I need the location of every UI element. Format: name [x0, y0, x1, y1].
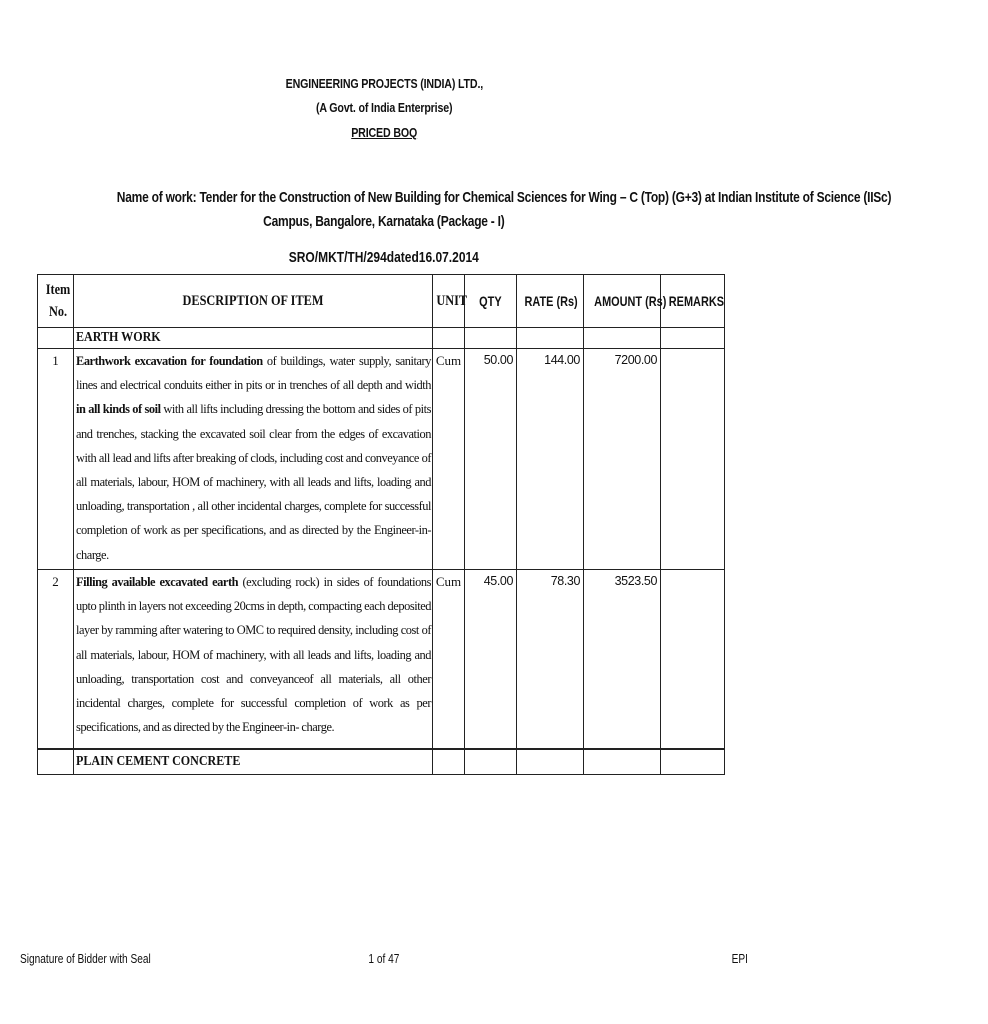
- section-empty-cell: [661, 328, 725, 349]
- item-description-text: with all lifts including dressing the bottom and sides of pits and trenches, stacking the excavated soil clear from the edges of excavation with all lead and lifts after breaking of clods, including cost and conveyance of all materials, labour, HOM of machinery, with all leads and lifts, loading and unloading, transportation , all other incidental charges, complete for successful completion of work as per specifications, and as directed by the Engineer-in- charge.: [76, 402, 431, 562]
- boq-table: [37, 274, 725, 775]
- company-name: ENGINEERING PROJECTS (INDIA) LTD.,: [285, 76, 483, 91]
- item-number: 2: [38, 570, 74, 750]
- section-title-plain-cement-concrete: PLAIN CEMENT CONCRETE: [74, 749, 433, 775]
- section-empty-cell: [517, 328, 584, 349]
- section-empty-cell: [465, 749, 517, 775]
- header-item-no: Item No.: [38, 275, 74, 328]
- item-description-bold: in all kinds of soil: [76, 402, 161, 417]
- header-unit: UNIT: [433, 275, 465, 328]
- item-remarks: [661, 570, 725, 750]
- item-qty: 50.00: [465, 349, 517, 570]
- item-description-bold: Filling available excavated earth: [76, 575, 239, 589]
- section-empty-cell: [433, 328, 465, 349]
- section-empty-cell: [584, 749, 661, 775]
- section-row: [38, 328, 725, 349]
- section-empty-cell: [433, 749, 465, 775]
- document-title: PRICED BOQ: [351, 125, 417, 140]
- section-title-earth-work: EARTH WORK: [74, 328, 433, 349]
- name-of-work-line1: Name of work: Tender for the Construction of New Building for Chemical Sciences for Wing – C (Top) (G+3) at Indian Institute of Science (IISc): [116, 189, 892, 206]
- item-qty: 45.00: [465, 570, 517, 750]
- page-number: 1 of 47: [368, 951, 400, 966]
- section-empty-cell: [517, 749, 584, 775]
- item-description-bold: Earthwork excavation for foundation: [76, 354, 263, 368]
- item-rate: 78.30: [517, 570, 584, 750]
- name-of-work: [20, 186, 892, 234]
- item-unit: Cum: [433, 570, 465, 750]
- item-rate: 144.00: [517, 349, 584, 570]
- table-row: [38, 349, 725, 570]
- table-row: [38, 570, 725, 750]
- header-qty: QTY: [465, 275, 517, 328]
- item-description-text: of buildings, water supply, sanitary lines and electrical conduits either in pits or in trenches of all depth and width: [76, 354, 431, 393]
- header-description: DESCRIPTION OF ITEM: [74, 275, 433, 328]
- item-number: 1: [38, 349, 74, 570]
- header-amount: AMOUNT (Rs): [584, 275, 661, 328]
- header-rate: RATE (Rs): [517, 275, 584, 328]
- section-empty-cell: [661, 749, 725, 775]
- item-remarks: [661, 349, 725, 570]
- table-header-row: [38, 275, 725, 328]
- item-unit: Cum: [433, 349, 465, 570]
- section-item-cell: [38, 328, 74, 349]
- item-description: [74, 570, 433, 750]
- header-remarks: REMARKS: [661, 275, 725, 328]
- item-description: [74, 349, 433, 570]
- item-amount: 3523.50: [584, 570, 661, 750]
- bidder-signature-label: Signature of Bidder with Seal: [20, 951, 151, 966]
- item-description-text: (excluding rock) in sides of foundations upto plinth in layers not exceeding 20cms in depth, compacting each deposited layer by ramming after watering to OMC to required density, including cost of all materials, labour, HOM of machinery, with all leads and lifts, loading and unloading, transportation cost and conveyanceof all materials, all other incidental charges, complete for successful completion of work as per specifications, and as directed by the Engineer-in- charge.: [76, 575, 431, 735]
- section-item-cell: [38, 749, 74, 775]
- item-amount: 7200.00: [584, 349, 661, 570]
- footer-code: EPI: [731, 951, 748, 966]
- section-empty-cell: [465, 328, 517, 349]
- reference-number: SRO/MKT/TH/294dated16.07.2014: [288, 249, 480, 266]
- name-of-work-line2: Campus, Bangalore, Karnataka (Package - I): [263, 213, 505, 230]
- company-subtitle: (A Govt. of India Enterprise): [315, 100, 453, 115]
- section-row: [38, 749, 725, 775]
- section-empty-cell: [584, 328, 661, 349]
